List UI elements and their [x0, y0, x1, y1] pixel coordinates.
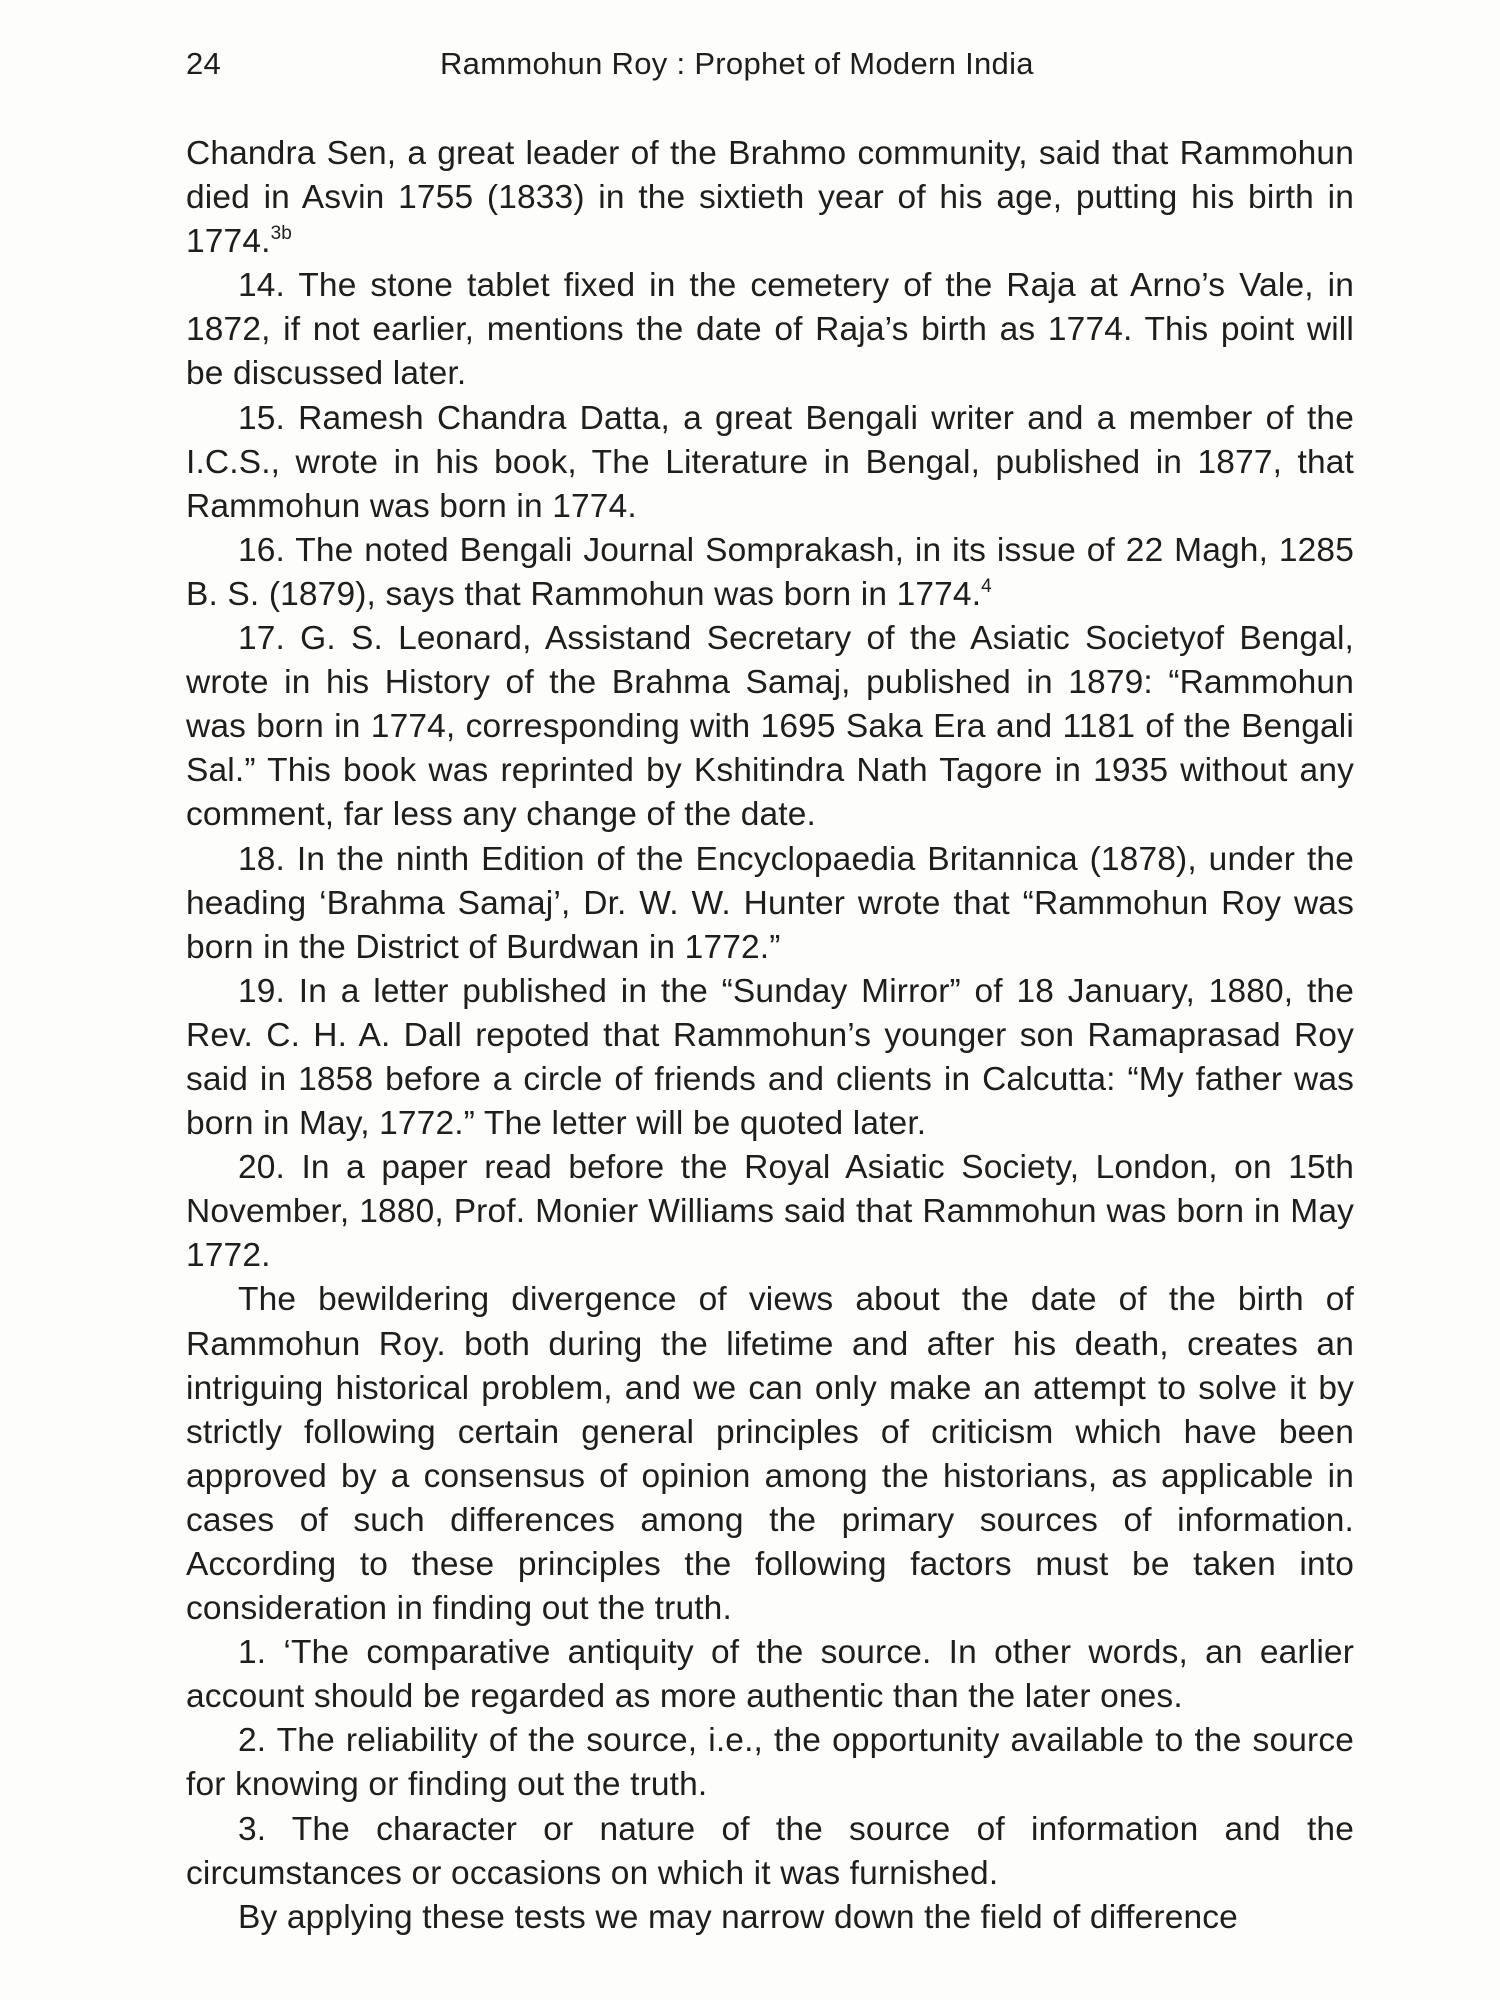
paragraph-continued [186, 132, 1354, 264]
paragraph-text: 14. The stone tablet fixed in the cemetery of the Raja at Arno’s Vale, in 1872, if not earlier, mentions the date of Raja’s birth as 1774. This point will be discussed later. [186, 267, 1354, 393]
body-text [186, 132, 1354, 1940]
paragraph-item-20 [186, 1146, 1354, 1278]
paragraph-text: 15. Ramesh Chandra Datta, a great Bengali writer and a member of the I.C.S., wrote in his book, The Literature in Bengal, published in 1877, that Rammohun was born in 1774. [186, 399, 1354, 525]
paragraph-item-17 [186, 617, 1354, 837]
running-header [186, 40, 1354, 88]
paragraph-text: 1. ‘The comparative antiquity of the source. In other words, an earlier account should be regarded as more authentic than the later ones. [186, 1634, 1354, 1716]
paragraph-text: 18. In the ninth Edition of the Encyclopaedia Britannica (1878), under the heading ‘Brahma Samaj’, Dr. W. W. Hunter wrote that “Rammohun Roy was born in the District of Burdwan in 1772.” [186, 840, 1354, 966]
footnote-marker: 3b [270, 223, 293, 245]
paragraph-divergence [186, 1278, 1354, 1631]
paragraph-text: Chandra Sen, a great leader of the Brahmo community, said that Rammohun died in Asvin 1755 (1833) in the sixtieth year of his age, putting his birth in 1774. [186, 135, 1354, 261]
paragraph-text: 20. In a paper read before the Royal Asiatic Society, London, on 15th November, 1880, Prof. Monier Williams said that Rammohun was born in May 1772. [186, 1149, 1354, 1275]
paragraph-text: 3. The character or nature of the source of information and the circumstances or occasions on which it was furnished. [186, 1810, 1354, 1892]
paragraph-factor-3 [186, 1808, 1354, 1896]
paragraph-factor-2 [186, 1719, 1354, 1807]
paragraph-text: By applying these tests we may narrow down the field of difference [238, 1898, 1238, 1936]
paragraph-text: 16. The noted Bengali Journal Somprakash, in its issue of 22 Magh, 1285 B. S. (1879), says that Rammohun was born in 1774. [186, 531, 1354, 613]
page-number: 24 [186, 46, 222, 81]
paragraph-final [186, 1896, 1354, 1940]
paragraph-text: The bewildering divergence of views about the date of the birth of Rammohun Roy. both during the lifetime and after his death, creates an intriguing historical problem, and we can only make an attempt to solve it by strictly following certain general principles of criticism which have been approved by a consensus of opinion among the historians, as applicable in cases of such differences among the primary sources of information. According to these principles the following factors must be taken into consideration in finding out the truth. [186, 1281, 1354, 1628]
running-title: Rammohun Roy : Prophet of Modern India [440, 46, 1034, 81]
paragraph-item-19 [186, 970, 1354, 1146]
paragraph-text: 17. G. S. Leonard, Assistand Secretary of the Asiatic Societyof Bengal, wrote in his History of the Brahma Samaj, published in 1879: “Rammohun was born in 1774, corresponding with 1695 Saka Era and 1181 of the Bengali Sal.” This book was reprinted by Kshitindra Nath Tagore in 1935 without any comment, far less any change of the date. [186, 620, 1354, 834]
paragraph-text: 19. In a letter published in the “Sunday Mirror” of 18 January, 1880, the Rev. C. H. A. Dall repoted that Rammohun’s younger son Ramaprasad Roy said in 1858 before a circle of friends and clients in Calcutta: “My father was born in May, 1772.” The letter will be quoted later. [186, 972, 1354, 1143]
paragraph-item-15 [186, 397, 1354, 529]
paragraph-text: 2. The reliability of the source, i.e., the opportunity available to the source for knowing or finding out the truth. [186, 1722, 1354, 1804]
paragraph-item-16 [186, 529, 1354, 617]
paragraph-item-14 [186, 264, 1354, 396]
paragraph-factor-1 [186, 1631, 1354, 1719]
paragraph-item-18 [186, 838, 1354, 970]
footnote-marker: 4 [981, 575, 992, 597]
